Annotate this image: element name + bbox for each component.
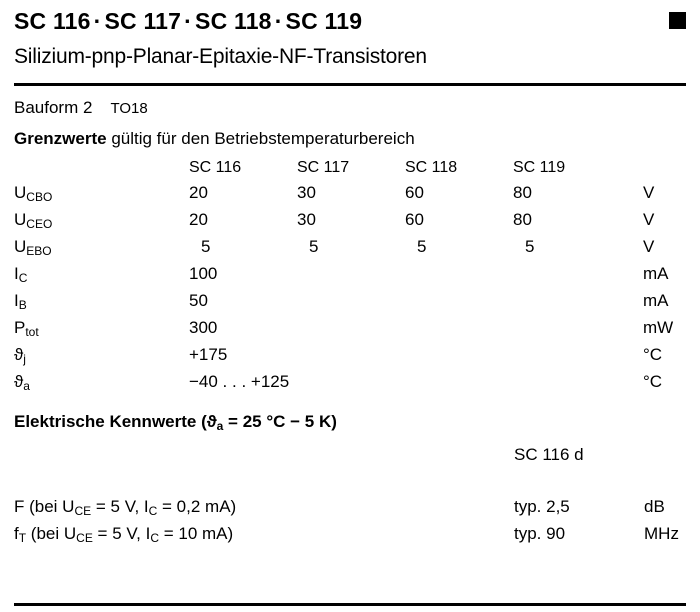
symbol-base: P — [14, 318, 26, 337]
ucbo-sc118: 60 — [405, 183, 424, 202]
desc-subscript: T — [18, 531, 27, 545]
noise-figure-typ: typ. 2,5 — [514, 497, 570, 516]
electrical-table — [14, 442, 700, 548]
symbol-base: U — [14, 237, 27, 256]
desc-part: F (bei U — [14, 497, 75, 516]
package-line — [14, 98, 686, 118]
symbol-subscript: CBO — [26, 190, 53, 204]
ib-value: 50 — [189, 291, 208, 310]
type-name-1: SC 116 — [14, 8, 91, 34]
table-row — [14, 180, 700, 207]
symbol-subscript: tot — [25, 325, 39, 339]
page-title — [14, 8, 686, 35]
limits-section-heading — [14, 129, 686, 149]
table-row — [14, 369, 700, 396]
uceo-unit: V — [643, 210, 655, 229]
row-symbol-ptot — [14, 315, 189, 342]
ucbo-sc116: 20 — [189, 183, 208, 202]
spacer-cell — [514, 468, 644, 494]
row-symbol-uebo — [14, 234, 189, 261]
symbol-base: ϑ — [14, 372, 24, 391]
table-row — [14, 521, 700, 548]
title-separator-3: · — [274, 8, 283, 34]
table-row — [14, 261, 700, 288]
theta-a-value: −40 . . . +125 — [189, 372, 290, 391]
uceo-sc118: 60 — [405, 210, 424, 229]
type-name-3: SC 118 — [195, 8, 272, 34]
limits-header-row — [14, 155, 700, 180]
uceo-sc117: 30 — [297, 210, 316, 229]
symbol-subscript: EBO — [26, 244, 52, 258]
uebo-sc119: 5 — [525, 237, 535, 256]
theta-j-value: +175 — [189, 345, 228, 364]
symbol-base: ϑ — [14, 345, 24, 364]
symbol-base: U — [14, 210, 27, 229]
transit-frequency-unit: MHz — [644, 524, 679, 543]
table-row — [14, 494, 700, 521]
spacer-cell — [14, 468, 514, 494]
electrical-header-blank — [14, 442, 514, 468]
black-square-icon — [669, 12, 686, 29]
page-subtitle: Silizium-pnp-Planar-Epitaxie-NF-Transistoren — [14, 45, 427, 68]
row-symbol-ic — [14, 261, 189, 288]
type-name-4: SC 119 — [285, 8, 363, 34]
electrical-heading-sub: a — [216, 419, 224, 433]
symbol-subscript: a — [23, 379, 30, 393]
ib-unit: mA — [643, 291, 669, 310]
ptot-value: 300 — [189, 318, 218, 337]
electrical-type-header: SC 116 d — [514, 445, 584, 464]
theta-j-unit: °C — [643, 345, 663, 364]
title-separator-1: · — [93, 8, 102, 34]
table-row — [14, 342, 700, 369]
desc-part: = 5 V, I — [92, 524, 151, 543]
page-body — [0, 86, 700, 548]
limits-heading-bold: Grenzwerte — [14, 129, 107, 148]
ucbo-sc117: 30 — [297, 183, 316, 202]
limits-header-sc116: SC 116 — [189, 159, 242, 176]
limits-header-sc117: SC 117 — [297, 159, 350, 176]
electrical-heading-tail: = 25 °C − 5 K) — [223, 412, 337, 431]
spacer-cell — [644, 468, 700, 494]
title-separator-2: · — [184, 8, 193, 34]
type-name-2: SC 117 — [104, 8, 182, 34]
uebo-sc116: 5 — [201, 237, 211, 256]
symbol-base: I — [14, 291, 19, 310]
uebo-unit: V — [643, 237, 655, 256]
limits-header-unit — [643, 155, 700, 180]
uebo-sc118: 5 — [417, 237, 427, 256]
row-symbol-theta-a — [14, 369, 189, 396]
row-symbol-uceo — [14, 207, 189, 234]
noise-figure-unit: dB — [644, 497, 665, 516]
row-symbol-theta-j — [14, 342, 189, 369]
desc-subscript: C — [150, 531, 159, 545]
desc-part: (bei U — [26, 524, 77, 543]
limits-heading-rest: gültig für den Betriebstemperaturbereich — [106, 129, 415, 148]
uebo-sc117: 5 — [309, 237, 319, 256]
desc-subscript: CE — [76, 531, 93, 545]
uceo-sc116: 20 — [189, 210, 208, 229]
symbol-subscript: j — [23, 352, 26, 366]
theta-a-unit: °C — [643, 372, 663, 391]
desc-subscript: C — [148, 504, 158, 518]
transit-frequency-description — [14, 521, 514, 548]
desc-part: = 5 V, I — [91, 497, 149, 516]
symbol-subscript: C — [18, 271, 28, 285]
limits-header-sc119: SC 119 — [513, 159, 566, 176]
package-label: Bauform 2 — [14, 98, 93, 117]
electrical-spacer-row — [14, 468, 700, 494]
desc-part: = 10 mA) — [159, 524, 234, 543]
desc-subscript: CE — [74, 504, 92, 518]
footer-divider — [14, 603, 686, 606]
table-row — [14, 288, 700, 315]
ucbo-unit: V — [643, 183, 655, 202]
uceo-sc119: 80 — [513, 210, 532, 229]
symbol-subscript: B — [18, 298, 27, 312]
electrical-header-unit-blank — [644, 442, 700, 468]
noise-figure-description — [14, 494, 514, 521]
desc-part: f — [14, 524, 19, 543]
package-code: TO18 — [110, 100, 148, 117]
electrical-heading-pre: Elektrische Kennwerte (ϑ — [14, 412, 217, 431]
limits-header-sc118: SC 118 — [405, 159, 458, 176]
symbol-subscript: CEO — [26, 217, 53, 231]
symbol-base: U — [14, 183, 27, 202]
limits-table — [14, 155, 700, 396]
ucbo-sc119: 80 — [513, 183, 532, 202]
symbol-base: I — [14, 264, 19, 283]
table-row — [14, 234, 700, 261]
ptot-unit: mW — [643, 318, 674, 337]
ic-unit: mA — [643, 264, 669, 283]
table-row — [14, 315, 700, 342]
limits-header-symbol — [14, 155, 189, 180]
electrical-header-row — [14, 442, 700, 468]
desc-part: = 0,2 mA) — [157, 497, 237, 516]
electrical-section-heading — [14, 412, 686, 432]
ic-value: 100 — [189, 264, 218, 283]
row-symbol-ucbo — [14, 180, 189, 207]
table-row — [14, 207, 700, 234]
page-header — [0, 0, 700, 69]
row-symbol-ib — [14, 288, 189, 315]
transit-frequency-typ: typ. 90 — [514, 524, 566, 543]
